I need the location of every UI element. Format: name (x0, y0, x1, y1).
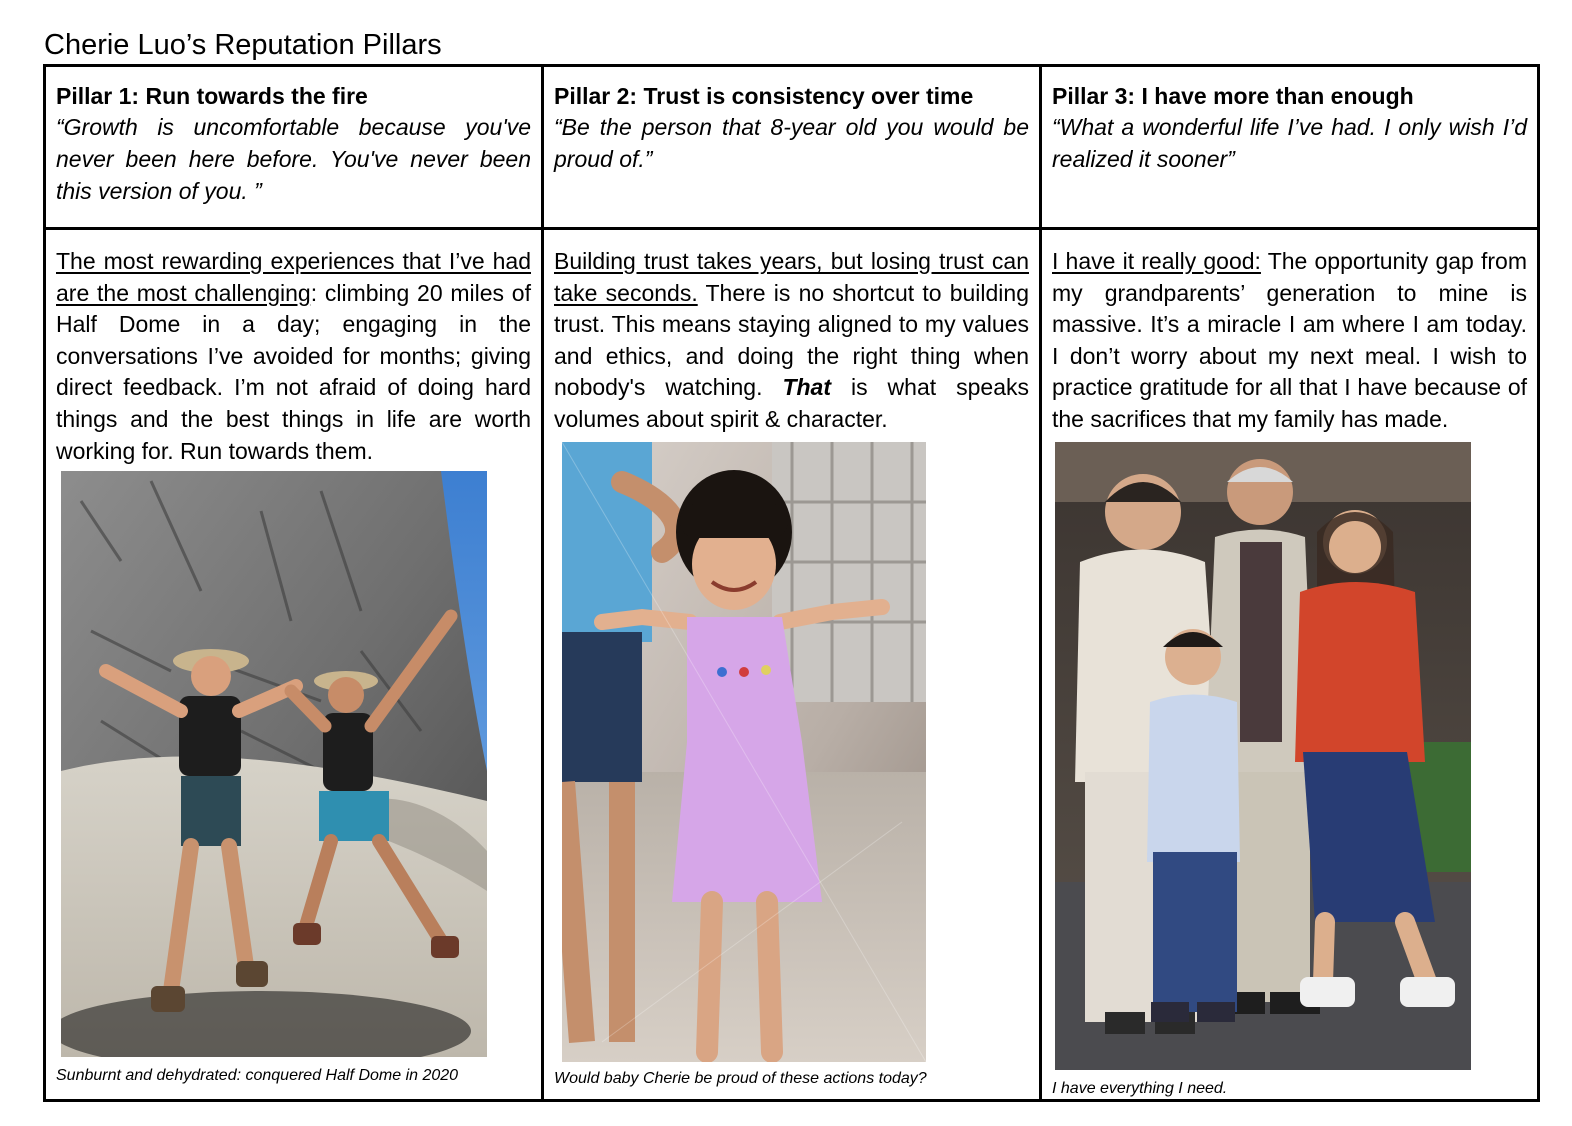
pillar-3-quote: “What a wonderful life I’ve had. I only wish I’d realized it sooner” (1052, 114, 1527, 172)
pillar-2-body-underlined: Building trust takes years, but losing trust can take seconds. (554, 248, 1029, 306)
pillar-2-quote: “Be the person that 8-year old you would be proud of.” (554, 114, 1029, 172)
pillar-2-body-rest: is what speaks volumes about spirit & character. (554, 374, 1029, 432)
pillar-1-body (56, 246, 531, 467)
document-title: Cherie Luo’s Reputation Pillars (44, 29, 442, 61)
family-photo (1055, 442, 1471, 1070)
half-dome-photo (61, 471, 487, 1057)
pillar-3-body-underlined: I have it really good: (1052, 248, 1261, 274)
pillar-2-body (554, 246, 1029, 436)
pillar-headings-row (45, 66, 1539, 229)
pillar-1-quote: “Growth is uncomfortable because you've never been here before. You've never been this version of you. ” (56, 114, 531, 204)
pillar-2-heading: Pillar 2: Trust is consistency over time (554, 83, 974, 109)
pillar-3-heading: Pillar 3: I have more than enough (1052, 83, 1414, 109)
childhood-photo (562, 442, 926, 1062)
pillar-2-body-cell (543, 229, 1041, 1101)
pillar-3-caption: I have everything I need. (1052, 1079, 1228, 1097)
pillar-1-body-rest: : climbing 20 miles of Half Dome in a day; engaging in the conversations I’ve avoided for months; giving direct feedback. I’m not afraid of doing hard things and the best things in life are worth working for. Run towards them. (56, 279, 531, 464)
pillar-1-header-cell (45, 66, 543, 229)
pillar-2-body-middle: There is no shortcut to building trust. This means staying aligned to my values and ethics, and doing the right thing when nobody's watching. (554, 279, 1029, 401)
pillar-3-body-cell (1041, 229, 1539, 1101)
pillar-1-body-underlined: The most rewarding experiences that I’ve had are the most challenging (56, 248, 531, 306)
pillar-2-body-emphasis: That (782, 374, 832, 401)
pillar-2-header-cell (543, 66, 1041, 229)
pillar-3-body (1052, 246, 1527, 436)
pillar-body-row (45, 229, 1539, 1101)
pillars-table (43, 64, 1540, 1102)
pillar-3-header-cell (1041, 66, 1539, 229)
pillar-1-body-cell (45, 229, 543, 1101)
pillar-1-heading: Pillar 1: Run towards the fire (56, 83, 368, 109)
pillar-2-caption: Would baby Cherie be proud of these actions today? (554, 1069, 927, 1087)
pillar-1-caption: Sunburnt and dehydrated: conquered Half Dome in 2020 (56, 1067, 459, 1085)
pillar-3-body-rest: The opportunity gap from my grandparents’ generation to mine is massive. It’s a miracle I am where I am today. I don’t worry about my next meal. I wish to practice gratitude for all that I have because of the sacrifices that my family has made. (1052, 248, 1528, 432)
